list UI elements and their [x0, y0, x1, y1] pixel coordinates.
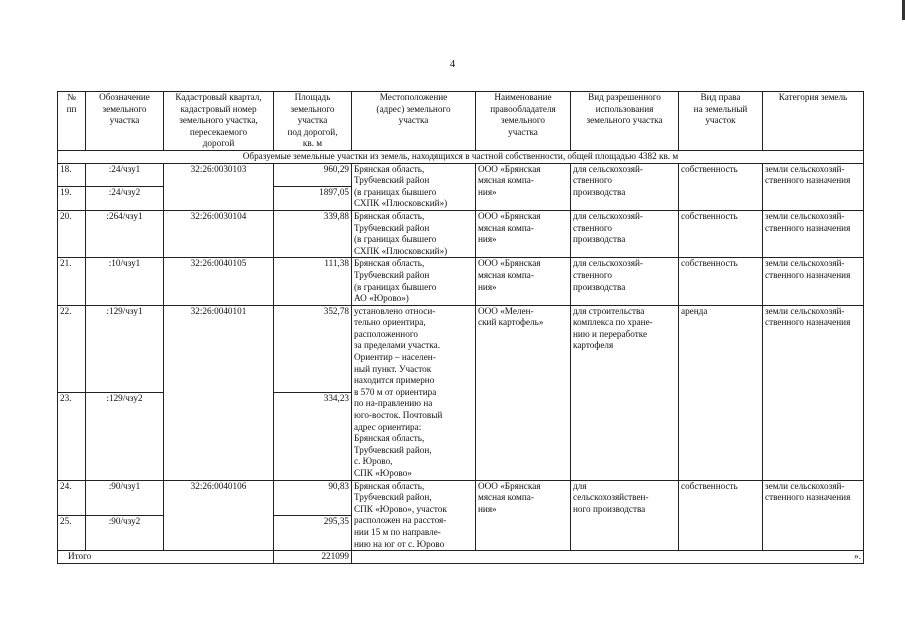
area-cell: 334,23 — [274, 393, 352, 480]
row-number-cell: 24. — [58, 480, 86, 515]
use-cell: для строительства комплекса по хране- нию и переработке картофеля — [571, 305, 679, 480]
section-title: Образуемые земельные участки из земель, находящихся в частной собственности, общей площадью 4382 кв. м — [58, 150, 864, 163]
owner-cell: ООО «Брянская мясная компа- ния» — [476, 210, 571, 257]
cadastral-cell — [164, 187, 274, 211]
table-row — [58, 210, 864, 257]
header-location: Местоположение (адрес) земельного участка — [352, 92, 476, 151]
area-cell: 352,78 — [274, 305, 352, 392]
area-cell: 295,35 — [274, 515, 352, 550]
right-cell: собственность — [679, 210, 763, 257]
owner-cell: ООО «Мелен- ский картофель» — [476, 305, 571, 480]
cadastral-cell: 32:26:0030103 — [164, 163, 274, 187]
row-number-cell: 21. — [58, 258, 86, 305]
designation-cell: :10/чзу1 — [86, 258, 164, 305]
owner-cell: ООО «Брянская мясная компа- ния» — [476, 480, 571, 551]
owner-cell: ООО «Брянская мясная компа- ния» — [476, 258, 571, 305]
total-row — [58, 551, 864, 564]
category-cell: земли сельскохозяй- ственного назначения — [763, 210, 864, 257]
owner-cell: ООО «Брянская мясная компа- ния» — [476, 163, 571, 210]
designation-cell: :24/чзу2 — [86, 187, 164, 211]
header-owner: Наименование правообладателя земельного участка — [476, 92, 571, 151]
designation-cell: :129/чзу2 — [86, 393, 164, 480]
row-number-cell: 18. — [58, 163, 86, 187]
right-cell: аренда — [679, 305, 763, 480]
total-label: Итого — [58, 551, 274, 564]
location-cell: Брянская область, Трубчевский район, СПК «Юрово», участок расположен на расстоя- нии 15 м по направле- нию на юг от с. Юрово — [352, 480, 476, 551]
header-num: № пп — [58, 92, 86, 151]
section-title-row — [58, 150, 864, 163]
row-number-cell: 19. — [58, 187, 86, 211]
header-row — [58, 92, 864, 151]
cadastral-cell: 32:26:0040106 — [164, 480, 274, 515]
use-cell: для сельскохозяй- ственного производства — [571, 210, 679, 257]
header-designation: Обозначение земельного участка — [86, 92, 164, 151]
total-end-mark: ». — [352, 551, 864, 564]
cadastral-cell: 32:26:0030104 — [164, 210, 274, 257]
header-category: Категория земель — [763, 92, 864, 151]
table-row — [58, 258, 864, 305]
page-number: 4 — [449, 58, 456, 70]
row-number-cell: 23. — [58, 393, 86, 480]
cadastral-cell — [164, 515, 274, 550]
use-cell: для сельскохозяйствен- ного производства — [571, 480, 679, 551]
designation-cell: :90/чзу2 — [86, 515, 164, 550]
table-row — [58, 480, 864, 515]
row-number-cell: 22. — [58, 305, 86, 392]
category-cell: земли сельскохозяй- ственного назначения — [763, 305, 864, 480]
header-cadastral: Кадастровый квартал, кадастровый номер земельного участка, пересекаемого дорогой — [164, 92, 274, 151]
cadastral-cell: 32:26:0040105 — [164, 258, 274, 305]
area-cell: 960,29 — [274, 163, 352, 187]
cadastral-cell — [164, 393, 274, 480]
header-use: Вид разрешенного использования земельного участка — [571, 92, 679, 151]
header-right: Вид права на земельный участок — [679, 92, 763, 151]
location-cell: Брянская область, Трубчевский район (в границах бывшего СХПК «Плюсковский») — [352, 163, 476, 210]
land-plots-table — [57, 91, 864, 564]
location-cell: установлено относи- тельно ориентира, расположенного за пределами участка. Ориентир – населен- ный пункт. Участок находится примерно в 570 м от ориентира по на-правлению на юго-восток. Почтовый адрес ориентира: Брянская область, Трубчевский район, с. Юрово, СПК «Юрово» — [352, 305, 476, 480]
designation-cell: :90/чзу1 — [86, 480, 164, 515]
category-cell: земли сельскохозяй- ственного назначения — [763, 163, 864, 210]
location-cell: Брянская область, Трубчевский район (в границах бывшего АО «Юрово») — [352, 258, 476, 305]
category-cell: земли сельскохозяй- ственного назначения — [763, 480, 864, 551]
designation-cell: :24/чзу1 — [86, 163, 164, 187]
right-cell: собственность — [679, 480, 763, 551]
area-cell: 111,38 — [274, 258, 352, 305]
table-row — [58, 305, 864, 392]
use-cell: для сельскохозяй- ственного производства — [571, 163, 679, 210]
designation-cell: :264/чзу1 — [86, 210, 164, 257]
row-number-cell: 25. — [58, 515, 86, 550]
row-number-cell: 20. — [58, 210, 86, 257]
area-cell: 1897,05 — [274, 187, 352, 211]
area-cell: 339,88 — [274, 210, 352, 257]
header-area: Площадь земельного участка под дорогой, кв. м — [274, 92, 352, 151]
location-cell: Брянская область, Трубчевский район (в границах бывшего СХПК «Плюсковский») — [352, 210, 476, 257]
total-area: 221099 — [274, 551, 352, 564]
cadastral-cell: 32:26:0040101 — [164, 305, 274, 392]
table-row — [58, 163, 864, 187]
use-cell: для сельскохозяй- ственного производства — [571, 258, 679, 305]
category-cell: земли сельскохозяй- ственного назначения — [763, 258, 864, 305]
right-cell: собственность — [679, 163, 763, 210]
right-cell: собственность — [679, 258, 763, 305]
area-cell: 90,83 — [274, 480, 352, 515]
designation-cell: :129/чзу1 — [86, 305, 164, 392]
